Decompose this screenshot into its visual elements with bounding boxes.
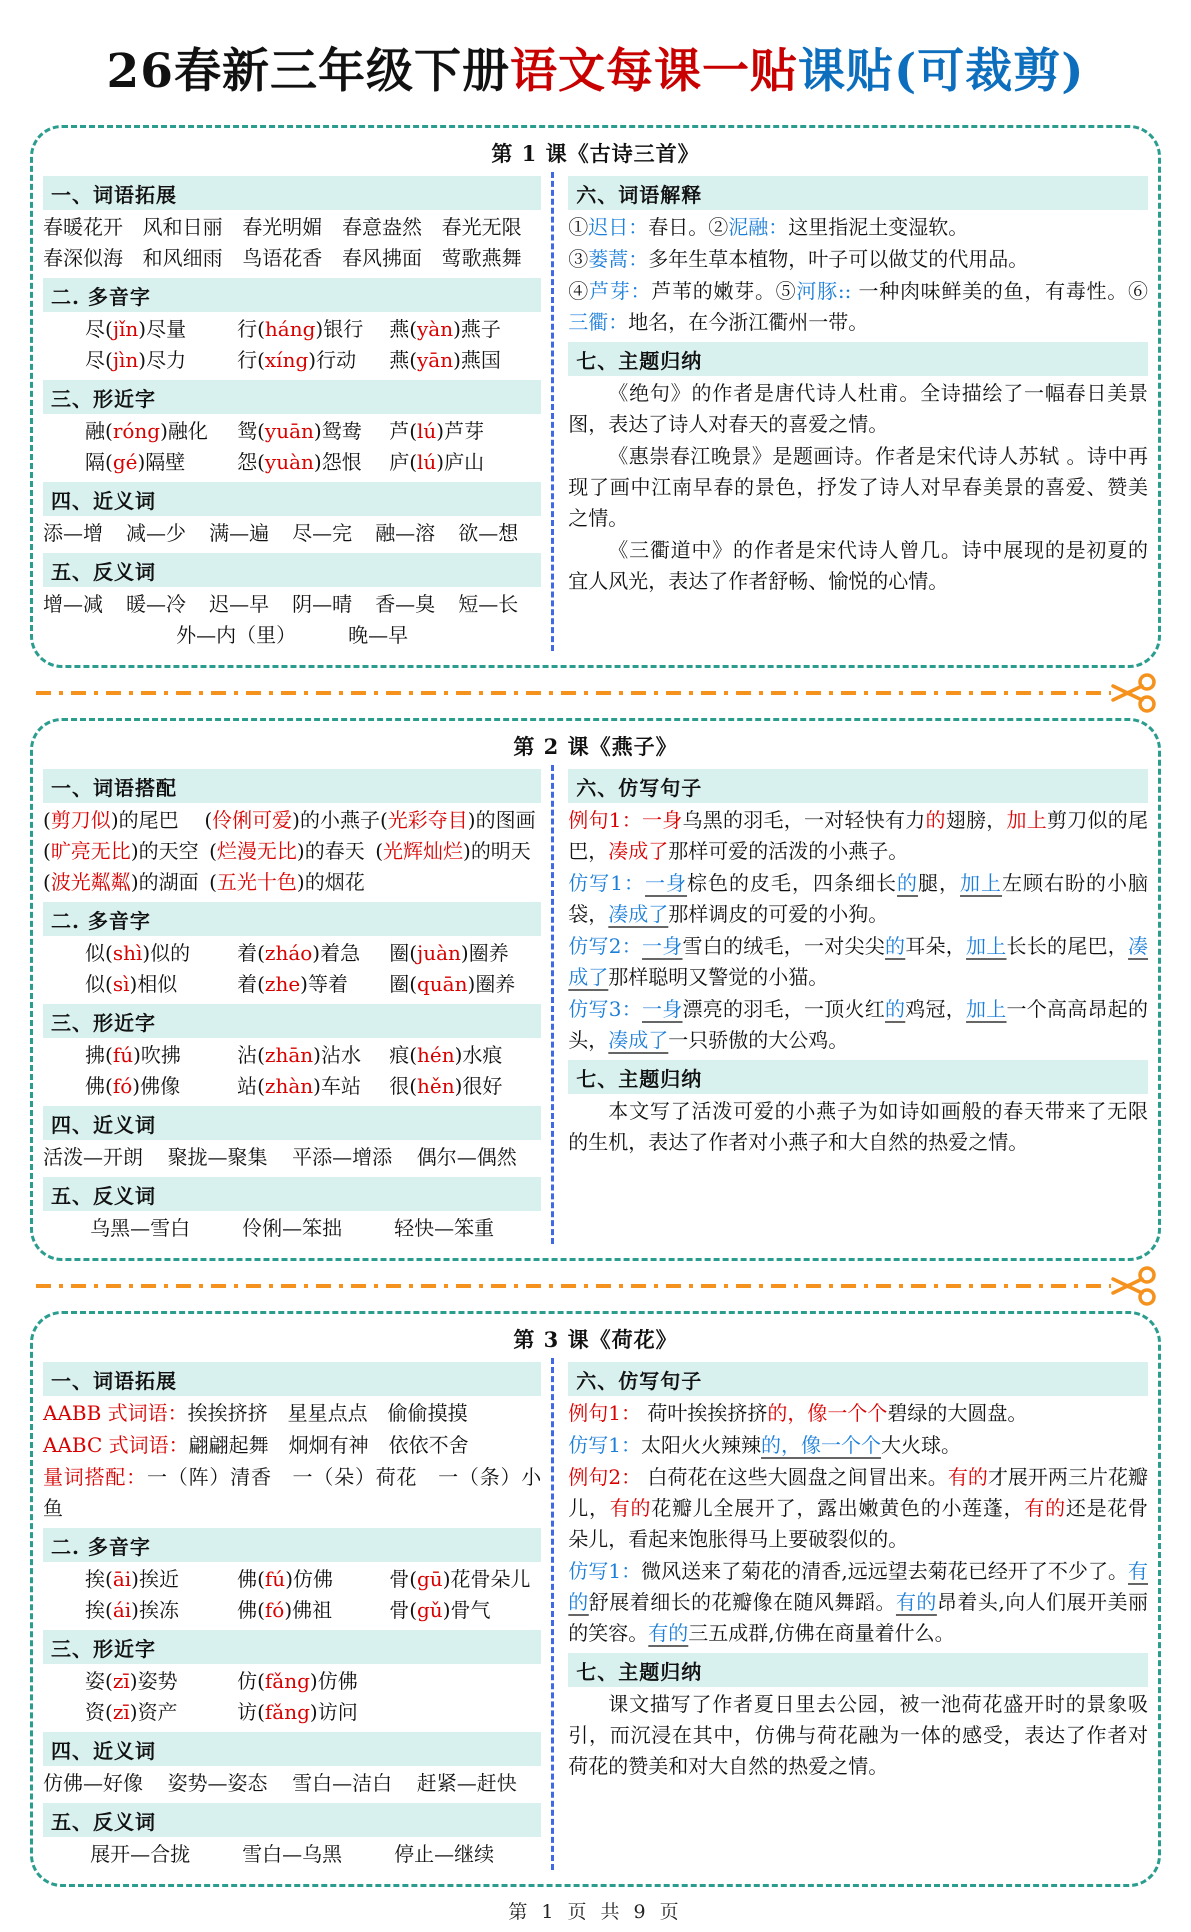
text-segment: 的，像一个个 [767, 1401, 888, 1425]
card-columns [43, 765, 1148, 1244]
section-heading: 四、近义词 [43, 482, 541, 516]
word-row [43, 620, 541, 651]
word-row [43, 518, 541, 549]
word-cell: 香—臭 [375, 592, 436, 616]
text-segment: 加上 [960, 871, 1003, 895]
word-row [43, 1666, 541, 1697]
cut-dash-line [36, 1284, 1111, 1288]
sentence [568, 1689, 1148, 1782]
text-segment: 有的 [568, 1559, 1148, 1614]
pinyin-reading: fǎng [264, 1669, 310, 1693]
text-segment: 微风送来了菊花的清香,远远望去菊花已经开了不少了。 [641, 1559, 1128, 1583]
text-segment: 的，像一个个 [761, 1433, 882, 1457]
text-segment: 一身 [642, 934, 683, 958]
sentence [568, 441, 1148, 534]
pinyin-reading: yuān [264, 419, 314, 443]
word-cell: 和风细雨 [142, 246, 223, 270]
pinyin-reading: 剪刀似 [50, 808, 111, 832]
cut-dash-line [36, 691, 1111, 695]
text-segment: 荷叶挨挨挤挤 [641, 1401, 768, 1425]
card-columns [43, 172, 1148, 651]
sentence [568, 1462, 1148, 1555]
sentence [568, 1430, 1148, 1461]
lesson-card-title: 第 2 课《燕子》 [513, 734, 678, 759]
pinyin-reading: sì [112, 972, 130, 996]
word-cell: 拂(fú)吹拂 [85, 1043, 181, 1067]
word-cell: 仿佛—好像 [43, 1771, 143, 1795]
pinyin-reading: róng [112, 419, 161, 443]
pinyin-reading: zhān [264, 1043, 314, 1067]
text-segment: 《惠崇春江晚景》是题画诗。作者是宋代诗人苏轼 。诗中再现了画中江南早春的景色，抒发了诗人对早春美景的喜爱、赞美之情。 [568, 444, 1148, 530]
word-cell: 满—遍 [209, 521, 270, 545]
pinyin-reading: gé [112, 450, 138, 474]
page-title [30, 34, 1161, 101]
pinyin-reading: fó [264, 1598, 285, 1622]
word-row [43, 314, 541, 345]
word-cell: 春深似海 [43, 246, 123, 270]
word-cell: 欲—想 [458, 521, 519, 545]
text-segment: 那样可爱的活泼的小燕子。 [668, 839, 909, 863]
text-segment: 大火球。 [881, 1433, 962, 1457]
word-cell: 着(zháo)着急 [237, 941, 361, 965]
text-segment: 有的 [609, 1496, 652, 1520]
pinyin-reading: fú [264, 1567, 286, 1591]
text-segment: 翅膀， [945, 808, 1007, 832]
word-cell: 庐(lú)庐山 [389, 450, 485, 474]
word-cell: (烂漫无比)的春天 [209, 839, 365, 863]
pinyin-reading: 旷亮无比 [50, 839, 131, 863]
pinyin-reading: shì [112, 941, 143, 965]
pinyin-reading: jǐn [112, 317, 139, 341]
text-segment: 还是花骨朵儿，看起来饱胀得马上要破裂似的。 [568, 1496, 1149, 1551]
text-segment: 才展开两三片花瓣儿， [568, 1465, 1149, 1520]
section-heading: 四、近义词 [43, 1732, 541, 1766]
word-cell: 骨(gū)花骨朵儿 [389, 1567, 531, 1591]
sentence [568, 805, 1148, 867]
word-row [43, 1595, 541, 1626]
word-cell: 隔(gé)隔壁 [85, 450, 186, 474]
pinyin-reading: ái [112, 1598, 132, 1622]
pinyin-reading: zhe [264, 972, 301, 996]
text-segment: 《绝句》的作者是唐代诗人杜甫。全诗描绘了一幅春日美景图，表达了诗人对春天的喜爱之情。 [568, 381, 1148, 436]
cut-line [36, 670, 1155, 716]
word-cell: 姿(zī)姿势 [85, 1669, 178, 1693]
pinyin-reading: āi [112, 1567, 132, 1591]
pinyin-reading: quān [417, 972, 468, 996]
lesson-card [30, 1311, 1161, 1887]
scissors-icon [1109, 1264, 1161, 1308]
text-segment: 迟日： [588, 215, 649, 239]
text-segment: AABB 式词语： [43, 1401, 188, 1425]
text-segment: 碧绿的大圆盘。 [887, 1401, 1028, 1425]
column-left [43, 1358, 551, 1870]
word-cell: 沾(zhān)沾水 [237, 1043, 361, 1067]
word-cell: 增—减 [43, 592, 103, 616]
word-row [43, 447, 541, 478]
section-heading: 六、仿写句子 [568, 769, 1148, 803]
word-row [43, 1697, 541, 1728]
pinyin-reading: gū [417, 1567, 443, 1591]
text-segment: 有的 [895, 1590, 937, 1614]
word-cell: 行(háng)银行 [237, 317, 364, 341]
text-segment: 左顾右盼的小脑袋， [568, 871, 1149, 926]
word-cell: 似(shì)似的 [85, 941, 191, 965]
word-row [43, 1213, 541, 1244]
pinyin-reading: 光彩夺目 [387, 808, 468, 832]
section-heading: 一、词语拓展 [43, 176, 541, 210]
pinyin-reading: 波光粼粼 [50, 870, 131, 894]
text-segment: 的 [925, 808, 946, 832]
word-cell: 姿势—姿态 [167, 1771, 268, 1795]
page-footer: 第 1 页 共 9 页 [508, 1901, 683, 1923]
column-left [43, 172, 551, 651]
text-segment: 腿， [918, 871, 961, 895]
sentence [568, 931, 1148, 993]
word-cell: 站(zhàn)车站 [237, 1074, 361, 1098]
text-segment: 一身 [642, 808, 683, 832]
text-segment: 地名，在今浙江衢州一带。 [628, 310, 869, 334]
word-row [43, 938, 541, 969]
word-cell: 骨(gǔ)骨气 [389, 1598, 491, 1622]
text-segment: 翩翩起舞 炯炯有神 依依不舍 [188, 1433, 469, 1457]
section-heading: 二. 多音字 [43, 1528, 541, 1562]
sentence [568, 276, 1148, 338]
text-segment: 棕色的皮毛，四条细长 [687, 871, 898, 895]
section-heading: 六、词语解释 [568, 176, 1148, 210]
pinyin-reading: yān [417, 348, 454, 372]
word-cell: 挨(ái)挨冻 [85, 1598, 179, 1622]
word-cell: 风和日丽 [142, 215, 223, 239]
word-cell: 似(sì)相似 [85, 972, 178, 996]
word-cell: 短—长 [458, 592, 519, 616]
text-segment: 的 [885, 934, 906, 958]
sentence [43, 1398, 541, 1429]
section-heading: 七、主题归纳 [568, 1060, 1148, 1094]
word-cell: 圈(quān)圈养 [389, 972, 516, 996]
lesson-card [30, 718, 1161, 1261]
text-segment: ③ [568, 247, 589, 271]
text-segment: 耳朵， [905, 934, 967, 958]
text-segment: 的 [885, 997, 906, 1021]
pinyin-reading: 光辉灿烂 [383, 839, 463, 863]
text-segment: 春日。② [648, 215, 729, 239]
word-cell: 尽(jìn)尽力 [85, 348, 187, 372]
pinyin-reading: fú [112, 1043, 134, 1067]
section-heading: 六、仿写句子 [568, 1362, 1148, 1396]
text-segment: 鸡冠， [905, 997, 967, 1021]
text-segment: 舒展着细长的花瓣像在随风舞蹈。 [588, 1590, 896, 1614]
text-segment: 芦苇的嫩芽。⑤ [651, 279, 797, 303]
word-row [43, 589, 541, 620]
word-row [43, 1564, 541, 1595]
word-cell: 尽—完 [292, 521, 353, 545]
text-segment: 一只骄傲的大公鸡。 [668, 1028, 849, 1052]
text-segment: 例句1： [568, 1401, 642, 1425]
word-cell: (五光十色)的烟花 [209, 870, 365, 894]
text-segment: 一种肉味鲜美的鱼，有毒性。⑥ [851, 279, 1149, 303]
sentence [43, 1462, 541, 1524]
word-row [43, 969, 541, 1000]
word-cell: 春光明媚 [242, 215, 323, 239]
word-row [43, 1040, 541, 1071]
word-cell: 着(zhe)等着 [237, 972, 348, 996]
word-cell: 燕(yàn)燕子 [389, 317, 501, 341]
word-cell: 燕(yān)燕国 [389, 348, 501, 372]
word-cell: 融(róng)融化 [85, 419, 208, 443]
word-cell: (旷亮无比)的天空 [43, 839, 199, 863]
word-cell: 佛(fú)仿佛 [237, 1567, 334, 1591]
text-segment: 三五成群,仿佛在商量着什么。 [688, 1621, 955, 1645]
text-segment: 多年生草本植物，叶子可以做艾的代用品。 [648, 247, 1029, 271]
pinyin-reading: lú [417, 419, 437, 443]
word-cell: 添—增 [43, 521, 103, 545]
sentence [568, 868, 1148, 930]
word-cell: 活泼—开朗 [43, 1145, 143, 1169]
lesson-card [30, 125, 1161, 668]
column-right [551, 1358, 1148, 1870]
title-segment: 课贴(可裁剪) [797, 44, 1085, 99]
sentence [568, 1096, 1148, 1158]
word-cell: (伶俐可爱)的小燕子 [204, 808, 380, 832]
text-segment: 剪刀似的尾巴， [568, 808, 1149, 863]
text-segment: 三衢： [568, 310, 629, 334]
text-segment: 加上 [966, 997, 1007, 1021]
text-segment: 有的 [947, 1465, 988, 1489]
text-segment: 加上 [1006, 808, 1048, 832]
word-cell: (光辉灿烂)的明天 [375, 839, 531, 863]
text-segment: 一（阵）清香 一（朵）荷花 一（条）小鱼 [43, 1465, 542, 1520]
text-segment: 花瓣儿全展开了，露出嫩黄色的小莲蓬， [651, 1496, 1025, 1520]
word-cell: 轻快—笨重 [394, 1216, 495, 1240]
text-segment: 量词搭配： [43, 1465, 147, 1489]
text-segment: 仿写1： [568, 1559, 642, 1583]
word-cell: 访(fǎng)访问 [237, 1700, 358, 1724]
sentence [568, 212, 1148, 243]
text-segment: 那样聪明又警觉的小猫。 [608, 965, 829, 989]
text-segment: 有的 [1024, 1496, 1066, 1520]
pinyin-reading: fó [112, 1074, 133, 1098]
scissors-icon [1109, 671, 1161, 715]
word-cell: 佛(fó)佛像 [85, 1074, 181, 1098]
pinyin-reading: zī [112, 1700, 130, 1724]
word-cell: 春暖花开 [43, 215, 123, 239]
word-cell: 痕(hén)水痕 [389, 1043, 503, 1067]
word-cell: 雪白—洁白 [292, 1771, 393, 1795]
pinyin-reading: 烂漫无比 [216, 839, 297, 863]
column-right [551, 765, 1148, 1244]
text-segment: 一个高高昂起的头， [568, 997, 1149, 1052]
word-row [43, 867, 541, 898]
text-segment: 本文写了活泼可爱的小燕子为如诗如画般的春天带来了无限的生机，表达了作者对小燕子和大自然的热爱之情。 [568, 1099, 1148, 1154]
column-right [551, 172, 1148, 651]
pinyin-reading: juàn [417, 941, 461, 965]
pinyin-reading: yàn [417, 317, 454, 341]
word-row [43, 345, 541, 376]
word-row [43, 1142, 541, 1173]
section-heading: 七、主题归纳 [568, 342, 1148, 376]
title-segment: 26春新三年级下册 [106, 44, 510, 99]
word-row [43, 1839, 541, 1870]
word-cell: 行(xíng)行动 [237, 348, 357, 372]
column-left [43, 765, 551, 1244]
word-cell: 暖—冷 [126, 592, 187, 616]
card-columns [43, 1358, 1148, 1870]
word-cell: 聚拢—聚集 [167, 1145, 268, 1169]
word-cell: 乌黑—雪白 [90, 1216, 191, 1240]
word-cell: 芦(lú)芦芽 [389, 419, 485, 443]
section-heading: 二. 多音字 [43, 902, 541, 936]
word-cell: 很(hěn)很好 [389, 1074, 503, 1098]
word-cell: (波光粼粼)的湖面 [43, 870, 199, 894]
pinyin-reading: zháo [264, 941, 313, 965]
word-cell: 赶紧—赶快 [416, 1771, 517, 1795]
pinyin-reading: yuàn [264, 450, 314, 474]
pinyin-reading: 伶俐可爱 [212, 808, 293, 832]
word-cell: 晚—早 [348, 623, 409, 647]
text-segment: 凑成了 [608, 839, 669, 863]
text-segment: 例句2： [568, 1465, 642, 1489]
text-segment: 雪白的绒毛，一对尖尖 [682, 934, 886, 958]
section-heading: 一、词语拓展 [43, 1362, 541, 1396]
pinyin-reading: zī [112, 1669, 130, 1693]
text-segment: 《三衢道中》的作者是宋代诗人曾几。诗中展现的是初夏的宜人风光，表达了作者舒畅、愉悦的心情。 [568, 538, 1148, 593]
pinyin-reading: gǔ [417, 1598, 443, 1622]
word-row [43, 1768, 541, 1799]
section-heading: 四、近义词 [43, 1106, 541, 1140]
section-heading: 二. 多音字 [43, 278, 541, 312]
word-cell: (剪刀似)的尾巴 [43, 808, 179, 832]
text-segment: 一身 [645, 871, 688, 895]
sentence [568, 244, 1148, 275]
word-cell: 停止—继续 [394, 1842, 495, 1866]
text-segment: 凑成了 [568, 934, 1149, 989]
word-cell: 佛(fó)佛祖 [237, 1598, 333, 1622]
section-heading: 七、主题归纳 [568, 1653, 1148, 1687]
text-segment: 漂亮的羽毛，一顶火红 [682, 997, 886, 1021]
word-cell: 融—溶 [375, 521, 436, 545]
text-segment: 那样调皮的可爱的小狗。 [668, 902, 889, 926]
text-segment: 芦芽： [589, 279, 652, 303]
text-segment: 加上 [966, 934, 1007, 958]
word-cell: 春风拂面 [341, 246, 422, 270]
sentence [43, 1430, 541, 1461]
pinyin-reading: jìn [112, 348, 139, 372]
text-segment: 凑成了 [608, 1028, 669, 1052]
word-cell: 迟—早 [209, 592, 270, 616]
title-segment: 语文每课一贴 [509, 44, 798, 99]
word-row [43, 836, 541, 867]
sentence [568, 1556, 1148, 1649]
word-cell: 雪白—乌黑 [242, 1842, 343, 1866]
pinyin-reading: zhàn [264, 1074, 314, 1098]
section-heading: 五、反义词 [43, 1803, 541, 1837]
text-segment: 仿写1： [568, 871, 646, 895]
pinyin-reading: hén [417, 1043, 455, 1067]
pinyin-reading: 五光十色 [216, 870, 297, 894]
pinyin-reading: hěn [417, 1074, 455, 1098]
text-segment: 蒌蒿： [588, 247, 649, 271]
word-cell: 鸳(yuān)鸳鸯 [237, 419, 362, 443]
pinyin-reading: xíng [264, 348, 309, 372]
word-cell: 尽(jǐn)尽量 [85, 317, 187, 341]
section-heading: 五、反义词 [43, 1177, 541, 1211]
sentence [568, 994, 1148, 1056]
sentence [568, 1398, 1148, 1429]
word-cell: 平添—增添 [292, 1145, 393, 1169]
text-segment: 仿写2： [568, 934, 643, 958]
word-cell: 怨(yuàn)怨恨 [237, 450, 362, 474]
text-segment: 昂着头,向人们展开美丽的笑容。 [568, 1590, 1149, 1645]
section-heading: 三、形近字 [43, 1004, 541, 1038]
section-heading: 五、反义词 [43, 553, 541, 587]
word-cell: 仿(fǎng)仿佛 [237, 1669, 358, 1693]
pinyin-reading: háng [264, 317, 316, 341]
text-segment: 长长的尾巴， [1006, 934, 1129, 958]
word-row [43, 805, 541, 836]
text-segment: 课文描写了作者夏日里去公园，被一池荷花盛开时的景象吸引，而沉浸在其中，仿佛与荷花融为一体的感受，表达了作者对荷花的赞美和对大自然的热爱之情。 [568, 1692, 1148, 1778]
section-heading: 三、形近字 [43, 380, 541, 414]
word-cell: 伶俐—笨拙 [242, 1216, 343, 1240]
lesson-card-title: 第 3 课《荷花》 [513, 1327, 678, 1352]
word-cell: 鸟语花香 [242, 246, 323, 270]
word-cell: 圈(juàn)圈养 [389, 941, 509, 965]
pinyin-reading: lú [417, 450, 437, 474]
section-heading: 一、词语搭配 [43, 769, 541, 803]
sentence [568, 378, 1148, 440]
word-row [43, 1071, 541, 1102]
lesson-cards-container [30, 125, 1161, 1887]
text-segment: 挨挨挤挤 星星点点 偷偷摸摸 [187, 1401, 468, 1425]
sentence [568, 535, 1148, 597]
lesson-card-title: 第 1 课《古诗三首》 [491, 141, 700, 166]
text-segment: ④ [568, 279, 590, 303]
word-cell: 展开—合拢 [90, 1842, 191, 1866]
text-segment: 例句1： [568, 808, 643, 832]
word-cell: (光彩夺目)的图画 [379, 808, 536, 832]
text-segment: 一身 [642, 997, 683, 1021]
text-segment: 这里指泥土变湿软。 [788, 215, 969, 239]
text-segment: 河豚:: [796, 279, 852, 303]
word-row [43, 212, 541, 243]
text-segment: 白荷花在这些大圆盘之间冒出来。 [641, 1465, 948, 1489]
section-heading: 三、形近字 [43, 1630, 541, 1664]
word-cell: 外—内（里） [176, 623, 297, 647]
pinyin-reading: fǎng [264, 1700, 310, 1724]
word-cell: 春光无限 [441, 215, 522, 239]
word-cell: 挨(āi)挨近 [85, 1567, 179, 1591]
text-segment: 仿写3： [568, 997, 643, 1021]
text-segment: 仿写1： [568, 1433, 642, 1457]
text-segment: 有的 [648, 1621, 689, 1645]
word-cell: 减—少 [126, 521, 187, 545]
word-cell: 春意盎然 [341, 215, 422, 239]
word-cell: 偶尔—偶然 [416, 1145, 517, 1169]
cut-line [36, 1263, 1155, 1309]
text-segment: 泥融： [728, 215, 789, 239]
word-cell: 莺歌燕舞 [441, 246, 522, 270]
word-row [43, 243, 541, 274]
text-segment: ① [568, 215, 589, 239]
word-row [43, 416, 541, 447]
word-cell: 资(zī)资产 [85, 1700, 178, 1724]
text-segment: AABC 式词语： [43, 1433, 189, 1457]
text-segment: 的 [897, 871, 919, 895]
text-segment: 乌黑的羽毛，一对轻快有力 [682, 808, 926, 832]
text-segment: 凑成了 [608, 902, 669, 926]
word-cell: 阴—晴 [292, 592, 353, 616]
text-segment: 太阳火火辣辣 [641, 1433, 762, 1457]
